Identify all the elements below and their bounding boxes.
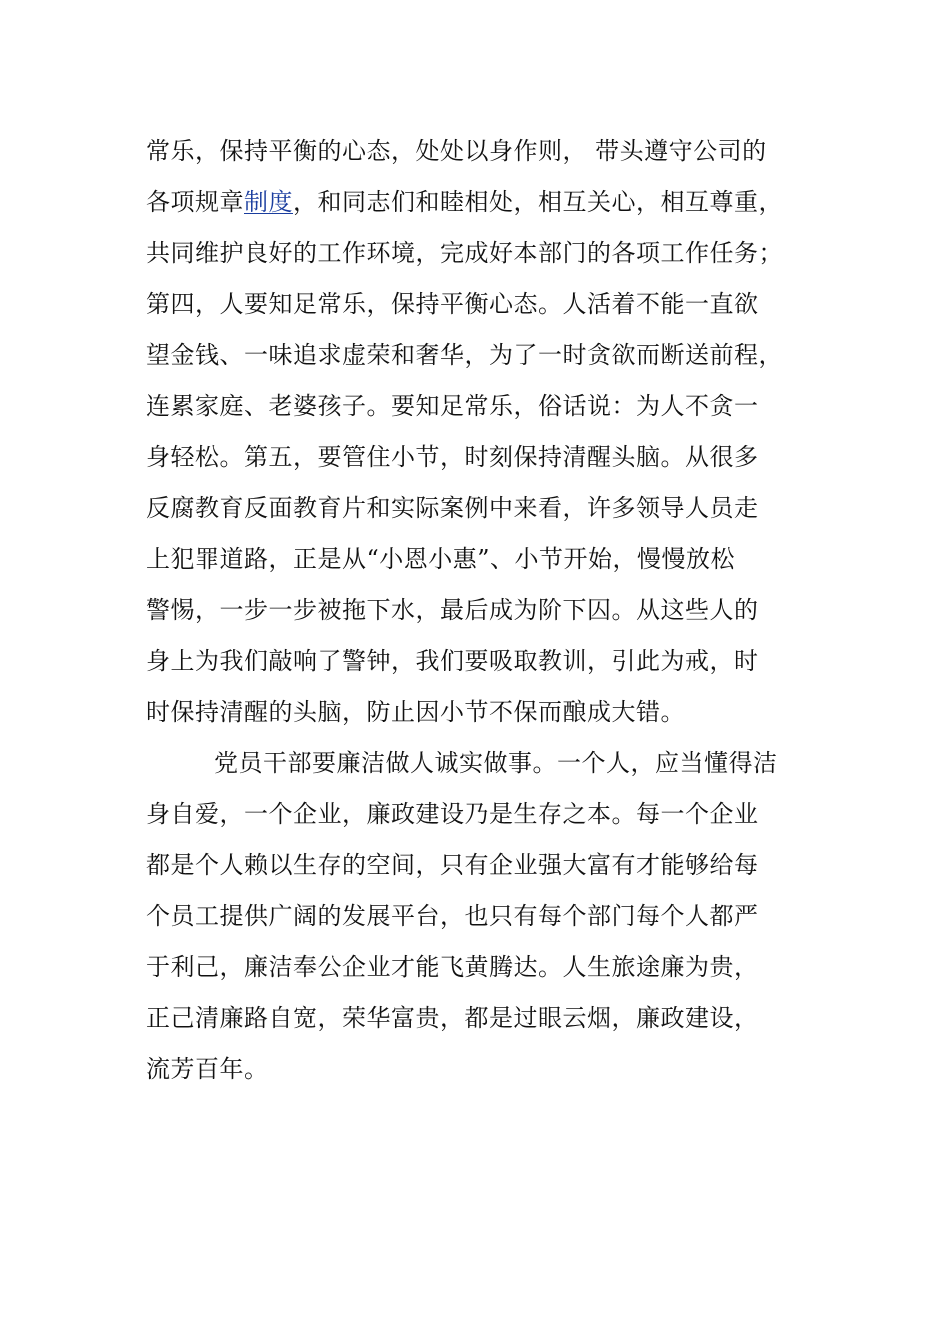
text-line: 身轻松。第五，要管住小节，时刻保持清醒头脑。从很多 xyxy=(146,443,759,471)
paragraph-first-line: 党员干部要廉洁做人诚实做事。一个人，应当懂得洁 xyxy=(214,749,778,777)
text-line: 于利己，廉洁奉公企业才能飞黄腾达。人生旅途廉为贵， xyxy=(146,953,759,981)
text-line: 第四，人要知足常乐，保持平衡心态。人活着不能一直欲 xyxy=(146,290,759,318)
text-line: 身自爱，一个企业，廉政建设乃是生存之本。每一个企业 xyxy=(146,800,759,828)
text-line: 上犯罪道路，正是从“小恩小惠”、小节开始，慢慢放松 xyxy=(146,545,736,573)
text-line: 连累家庭、老婆孩子。要知足常乐，俗话说：为人不贪一 xyxy=(146,392,759,420)
text-line: 反腐教育反面教育片和实际案例中来看，许多领导人员走 xyxy=(146,494,759,522)
text-line: 时保持清醒的头脑，防止因小节不保而酿成大错。 xyxy=(146,698,685,726)
text-line: 常乐，保持平衡的心态，处处以身作则， 带头遵守公司的 xyxy=(146,137,767,165)
regulations-link[interactable]: 制度 xyxy=(244,188,293,216)
text-line: 流芳百年。 xyxy=(146,1055,269,1083)
text-line: 个员工提供广阔的发展平台，也只有每个部门每个人都严 xyxy=(146,902,759,930)
text-line: 警惕，一步一步被拖下水，最后成为阶下囚。从这些人的 xyxy=(146,596,759,624)
text-line: 都是个人赖以生存的空间，只有企业强大富有才能够给每 xyxy=(146,851,759,879)
text-segment: 各项规章 xyxy=(146,188,244,216)
text-line xyxy=(146,187,783,217)
text-line: 正己清廉路自宽，荣华富贵，都是过眼云烟，廉政建设， xyxy=(146,1004,759,1032)
text-segment: ，和同志们和睦相处，相互关心，相互尊重， xyxy=(293,188,783,216)
text-line: 望金钱、一味追求虚荣和奢华，为了一时贪欲而断送前程， xyxy=(146,341,783,369)
text-line: 身上为我们敲响了警钟，我们要吸取教训，引此为戒，时 xyxy=(146,647,759,675)
text-line: 共同维护良好的工作环境，完成好本部门的各项工作任务； xyxy=(146,239,783,267)
